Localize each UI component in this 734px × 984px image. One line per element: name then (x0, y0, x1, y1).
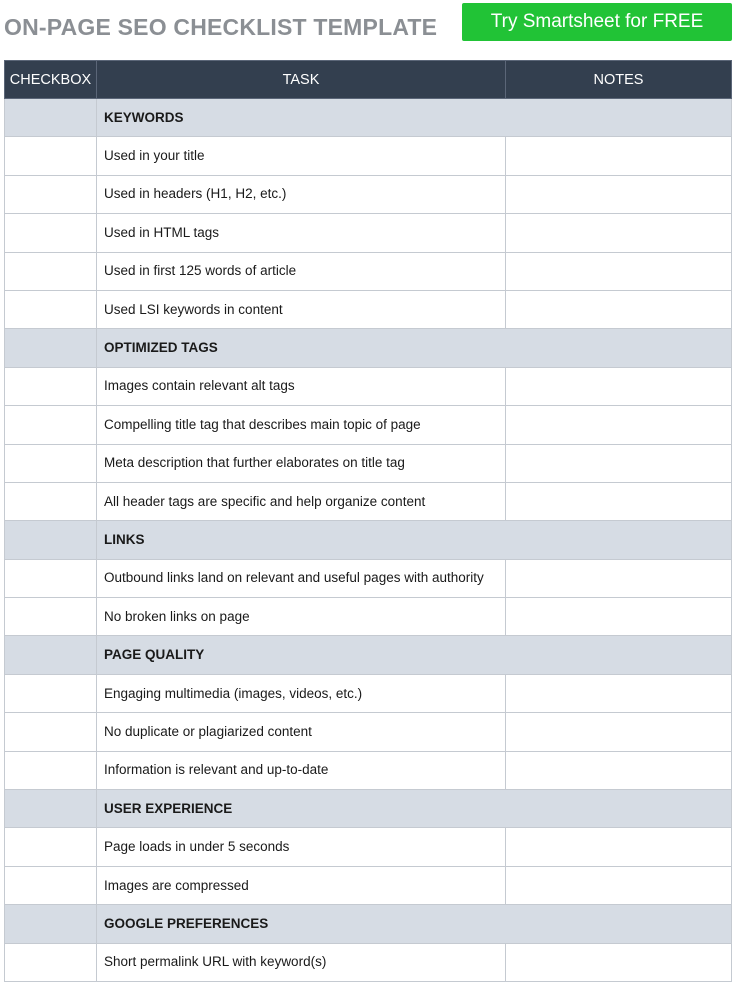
task-text: No broken links on page (97, 598, 506, 636)
task-text: Page loads in under 5 seconds (97, 828, 506, 866)
task-row (5, 482, 732, 520)
task-row (5, 214, 732, 252)
task-text: Compelling title tag that describes main topic of page (97, 406, 506, 444)
checkbox-cell[interactable] (5, 866, 97, 904)
section-row (5, 790, 732, 828)
task-row (5, 175, 732, 213)
task-text: Used in headers (H1, H2, etc.) (97, 175, 506, 213)
section-title: PAGE QUALITY (97, 636, 732, 674)
task-row (5, 943, 732, 981)
task-row (5, 866, 732, 904)
section-title: USER EXPERIENCE (97, 790, 732, 828)
task-text: Information is relevant and up-to-date (97, 751, 506, 789)
notes-cell[interactable] (506, 482, 732, 520)
task-text: All header tags are specific and help organize content (97, 482, 506, 520)
column-header-checkbox: CHECKBOX (5, 61, 97, 99)
checkbox-cell[interactable] (5, 828, 97, 866)
section-row (5, 329, 732, 367)
task-row (5, 751, 732, 789)
task-text: Used LSI keywords in content (97, 290, 506, 328)
task-text: Meta description that further elaborates on title tag (97, 444, 506, 482)
checkbox-cell[interactable] (5, 252, 97, 290)
notes-cell[interactable] (506, 137, 732, 175)
section-row (5, 521, 732, 559)
task-text: Images are compressed (97, 866, 506, 904)
task-text: Used in your title (97, 137, 506, 175)
checkbox-cell[interactable] (5, 713, 97, 751)
notes-cell[interactable] (506, 367, 732, 405)
checkbox-cell[interactable] (5, 559, 97, 597)
notes-cell[interactable] (506, 175, 732, 213)
notes-cell[interactable] (506, 828, 732, 866)
checklist-body (5, 99, 732, 982)
section-checkbox-cell (5, 99, 97, 137)
notes-cell[interactable] (506, 444, 732, 482)
page-title: ON-PAGE SEO CHECKLIST TEMPLATE (4, 14, 438, 40)
notes-cell[interactable] (506, 674, 732, 712)
task-text: Short permalink URL with keyword(s) (97, 943, 506, 981)
section-checkbox-cell (5, 905, 97, 943)
checkbox-cell[interactable] (5, 444, 97, 482)
table-header-row (5, 61, 732, 99)
notes-cell[interactable] (506, 943, 732, 981)
task-text: Engaging multimedia (images, videos, etc.) (97, 674, 506, 712)
checkbox-cell[interactable] (5, 137, 97, 175)
checkbox-cell[interactable] (5, 943, 97, 981)
checkbox-cell[interactable] (5, 751, 97, 789)
notes-cell[interactable] (506, 713, 732, 751)
task-row (5, 406, 732, 444)
task-row (5, 559, 732, 597)
task-row (5, 598, 732, 636)
section-title: GOOGLE PREFERENCES (97, 905, 732, 943)
section-row (5, 636, 732, 674)
checkbox-cell[interactable] (5, 598, 97, 636)
notes-cell[interactable] (506, 751, 732, 789)
task-row (5, 828, 732, 866)
task-text: No duplicate or plagiarized content (97, 713, 506, 751)
notes-cell[interactable] (506, 559, 732, 597)
task-row (5, 137, 732, 175)
checkbox-cell[interactable] (5, 214, 97, 252)
column-header-notes: NOTES (506, 61, 732, 99)
task-row (5, 713, 732, 751)
section-checkbox-cell (5, 521, 97, 559)
section-checkbox-cell (5, 790, 97, 828)
task-row (5, 674, 732, 712)
section-title: KEYWORDS (97, 99, 732, 137)
section-checkbox-cell (5, 636, 97, 674)
notes-cell[interactable] (506, 406, 732, 444)
checklist-table (4, 60, 732, 982)
task-row (5, 444, 732, 482)
task-text: Used in first 125 words of article (97, 252, 506, 290)
section-row (5, 905, 732, 943)
checkbox-cell[interactable] (5, 406, 97, 444)
column-header-task: TASK (97, 61, 506, 99)
checkbox-cell[interactable] (5, 367, 97, 405)
notes-cell[interactable] (506, 866, 732, 904)
task-row (5, 290, 732, 328)
task-text: Images contain relevant alt tags (97, 367, 506, 405)
task-row (5, 367, 732, 405)
task-text: Used in HTML tags (97, 214, 506, 252)
task-row (5, 252, 732, 290)
notes-cell[interactable] (506, 214, 732, 252)
task-text: Outbound links land on relevant and useful pages with authority (97, 559, 506, 597)
checkbox-cell[interactable] (5, 175, 97, 213)
section-checkbox-cell (5, 329, 97, 367)
checkbox-cell[interactable] (5, 290, 97, 328)
checkbox-cell[interactable] (5, 674, 97, 712)
section-row (5, 99, 732, 137)
notes-cell[interactable] (506, 252, 732, 290)
notes-cell[interactable] (506, 290, 732, 328)
notes-cell[interactable] (506, 598, 732, 636)
checkbox-cell[interactable] (5, 482, 97, 520)
section-title: OPTIMIZED TAGS (97, 329, 732, 367)
try-smartsheet-button[interactable]: Try Smartsheet for FREE (462, 3, 732, 41)
section-title: LINKS (97, 521, 732, 559)
